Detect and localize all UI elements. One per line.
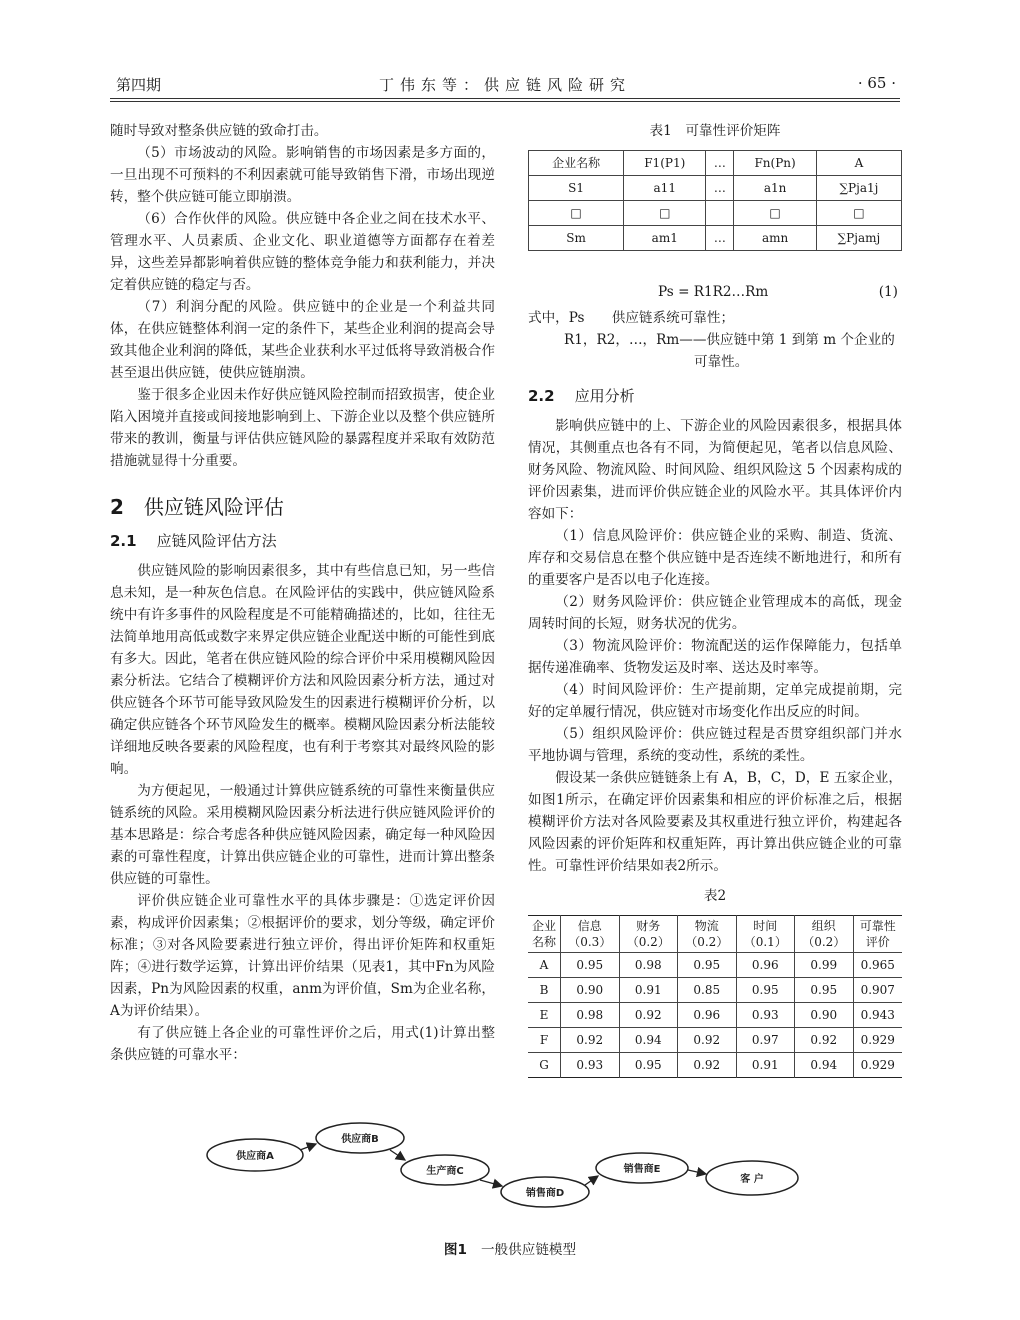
table-cell: B bbox=[528, 978, 561, 1003]
paragraph: 鉴于很多企业因未作好供应链风险控制而招致损害，使企业陷入困境并直接或间接地影响到上、下游企业以及整个供应链所带来的教训，衡量与评估供应链风险的暴露程度并采取有效防范措施就显得十分重要。 bbox=[110, 387, 495, 469]
table2-caption: 表2 bbox=[703, 888, 727, 904]
table-cell: 0.95 bbox=[678, 953, 737, 978]
table-cell: 0.929 bbox=[853, 1028, 902, 1053]
table-cell: 0.95 bbox=[619, 1053, 678, 1078]
table-cell: 0.93 bbox=[736, 1003, 795, 1028]
table-cell: a1n bbox=[734, 176, 817, 201]
table-cell: Sm bbox=[529, 226, 624, 251]
left-column bbox=[110, 120, 495, 1066]
table-cell: 0.92 bbox=[561, 1028, 620, 1053]
table-header-cell: 财务 （0.2） bbox=[619, 916, 678, 953]
table-cell: A bbox=[816, 151, 901, 176]
table-row bbox=[528, 1028, 902, 1053]
node-label: 客 户 bbox=[740, 1174, 764, 1185]
table-row bbox=[528, 1003, 902, 1028]
table-header-cell: 企业 名称 bbox=[528, 916, 561, 953]
table-cell: am1 bbox=[624, 226, 706, 251]
table-row bbox=[528, 1053, 902, 1078]
table-cell: 0.92 bbox=[678, 1053, 737, 1078]
node-label: 供应商A bbox=[236, 1151, 274, 1162]
paragraph: 假设某一条供应链链条上有 A，B，C，D，E 五家企业，如图1所示，在确定评价因素集和相应的评价标准之后，根据模糊评价方法对各风险要素及其权重进行独立评价，构建起各风险因素的评价矩阵和权重矩阵，再计算出供应链企业的可靠性。可靠性评价结果如表2所示。 bbox=[528, 770, 902, 874]
table-cell: 0.99 bbox=[795, 953, 854, 978]
table-header-row bbox=[529, 151, 902, 176]
arrow-d-e bbox=[585, 1176, 598, 1185]
table-cell: 0.92 bbox=[678, 1028, 737, 1053]
table-cell: 0.85 bbox=[678, 978, 737, 1003]
equation-where: R1，R2，…，Rm——供应链中第 1 到第 m 个企业的 bbox=[564, 332, 895, 348]
equation-expression: Ps = R1R2…Rm bbox=[658, 284, 769, 300]
right-column bbox=[528, 120, 902, 1078]
subsection-heading bbox=[110, 530, 495, 552]
table-cell: 企业名称 bbox=[529, 151, 624, 176]
table-cell: 0.943 bbox=[853, 1003, 902, 1028]
table-header-row bbox=[528, 916, 902, 953]
figure-caption bbox=[0, 1238, 1020, 1258]
header-rule bbox=[110, 101, 900, 102]
table-cell: … bbox=[706, 226, 734, 251]
table-cell: … bbox=[706, 151, 734, 176]
table-cell: 0.91 bbox=[736, 1053, 795, 1078]
paragraph: 评价供应链企业可靠性水平的具体步骤是：①选定评价因素，构成评价因素集；②根据评价的要求，划分等级，确定评价标准；③对各风险要素进行独立评价，得出评价矩阵和权重矩阵；④进行数学运算，计算出评价结果（见表1，其中Fn为风险因素，Pn为风险因素的权重，anm为评价值，Sm为企业名称，A为评价结果）。 bbox=[110, 893, 495, 1019]
table-cell: ∑Pja1j bbox=[816, 176, 901, 201]
table-cell: □ bbox=[529, 201, 624, 226]
table-cell: 0.94 bbox=[795, 1053, 854, 1078]
table-cell: 0.98 bbox=[561, 1003, 620, 1028]
running-header bbox=[110, 72, 900, 98]
table-cell: □ bbox=[734, 201, 817, 226]
subsection-heading bbox=[528, 385, 902, 407]
table-cell: amn bbox=[734, 226, 817, 251]
table-cell: 0.90 bbox=[795, 1003, 854, 1028]
arrow-c-d bbox=[480, 1180, 502, 1186]
table-cell: 0.95 bbox=[561, 953, 620, 978]
equation-number: (1) bbox=[878, 284, 898, 300]
table-header-cell: 可靠性 评价 bbox=[853, 916, 902, 953]
issue-label: 第四期 bbox=[116, 76, 162, 94]
paragraph: 影响供应链中的上、下游企业的风险因素很多，根据具体情况，其侧重点也各有不同，为简便起见，笔者以信息风险、财务风险、物流风险、时间风险、组织风险这 5 个因素构成的评价因素集，进而评价供应链企业的风险水平。其具体评价内容如下： bbox=[528, 418, 902, 522]
section-number: 2 bbox=[110, 495, 124, 519]
table-cell: □ bbox=[816, 201, 901, 226]
table-cell: 0.92 bbox=[795, 1028, 854, 1053]
table-cell: E bbox=[528, 1003, 561, 1028]
table-row bbox=[529, 226, 902, 251]
paragraph: （5）组织风险评价：供应链过程是否贯穿组织部门并水平地协调与管理，系统的变动性，系统的柔性。 bbox=[528, 726, 902, 764]
table-cell: … bbox=[706, 176, 734, 201]
supply-chain-diagram bbox=[200, 1120, 800, 1230]
table-cell: 0.98 bbox=[619, 953, 678, 978]
subsection-title: 应链风险评估方法 bbox=[156, 532, 277, 550]
table-cell: 0.95 bbox=[736, 978, 795, 1003]
arrow-a-b bbox=[300, 1144, 316, 1150]
table-row bbox=[528, 953, 902, 978]
table-cell: □ bbox=[624, 201, 706, 226]
paragraph: 供应链风险的影响因素很多，其中有些信息已知，另一些信息未知，是一种灰色信息。在风险评估的实践中，供应链风险系统中有许多事件的风险程度是不可能精确描述的，比如，往往无法简单地用高低或数字来界定供应链企业配送中断的可能性到底有多大。因此，笔者在供应链风险的综合评价中采用模糊风险因素分析法。它结合了模糊评价方法和风险因素分析方法，通过对供应链各个环节可能导致风险发生的因素进行模糊评价分析，以确定供应链各个环节风险发生的概率。模糊风险因素分析法能较详细地反映各要素的风险程度，也有利于考察其对最终风险的影响。 bbox=[110, 563, 495, 777]
header-rule bbox=[110, 98, 900, 99]
table-cell: 0.92 bbox=[619, 1003, 678, 1028]
paragraph: （3）物流风险评价：物流配送的运作保障能力，包括单据传递准确率、货物发运及时率、送达及时率等。 bbox=[528, 638, 902, 676]
table-row bbox=[528, 978, 902, 1003]
figure-number: 图1 bbox=[443, 1242, 467, 1258]
node-label: 供应商B bbox=[341, 1134, 379, 1145]
article-title: 丁伟东等：供应链风险研究 bbox=[378, 76, 631, 94]
table-cell: F bbox=[528, 1028, 561, 1053]
table-cell: 0.95 bbox=[795, 978, 854, 1003]
table-cell: A bbox=[528, 953, 561, 978]
paragraph: 有了供应链上各企业的可靠性评价之后，用式(1)计算出整条供应链的可靠水平： bbox=[110, 1025, 495, 1063]
equation-where: 式中，Ps 供应链系统可靠性； bbox=[528, 310, 735, 326]
table-row bbox=[529, 176, 902, 201]
paragraph: （5）市场波动的风险。影响销售的市场因素是多方面的，一旦出现不可预料的不利因素就可能导致销售下滑，市场出现逆转，整个供应链可能立即崩溃。 bbox=[110, 145, 495, 205]
node-label: 生产商C bbox=[426, 1166, 464, 1177]
table1-caption: 表1 可靠性评价矩阵 bbox=[649, 123, 781, 139]
table-cell: ∑Pjamj bbox=[816, 226, 901, 251]
table-header-cell: 时间 （0.1） bbox=[736, 916, 795, 953]
table-cell: F1(P1) bbox=[624, 151, 706, 176]
table1 bbox=[528, 150, 902, 251]
paragraph: （2）财务风险评价：供应链企业管理成本的高低，现金周转时间的长短，财务状况的优劣。 bbox=[528, 594, 902, 632]
table-header-cell: 组织 （0.2） bbox=[795, 916, 854, 953]
table-cell: 0.907 bbox=[853, 978, 902, 1003]
paragraph: （4）时间风险评价：生产提前期，定单完成提前期，完好的定单履行情况，供应链对市场变化作出反应的时间。 bbox=[528, 682, 902, 720]
node-label: 销售商E bbox=[623, 1164, 661, 1175]
table-cell: 0.96 bbox=[736, 953, 795, 978]
figure-title: 一般供应链模型 bbox=[480, 1242, 577, 1258]
paragraph: 为方便起见，一般通过计算供应链系统的可靠性来衡量供应链系统的风险。采用模糊风险因素分析法进行供应链风险评价的基本思路是：综合考虑各种供应链风险因素，确定每一种风险因素的可靠性程度，计算出供应链企业的可靠性，进而计算出整条供应链的可靠性。 bbox=[110, 783, 495, 887]
table-cell: 0.96 bbox=[678, 1003, 737, 1028]
table-cell: 0.91 bbox=[619, 978, 678, 1003]
table-cell: 0.94 bbox=[619, 1028, 678, 1053]
subsection-number: 2.2 bbox=[528, 387, 555, 405]
table-row bbox=[529, 201, 902, 226]
paragraph: （1）信息风险评价：供应链企业的采购、制造、货流、库存和交易信息在整个供应链中是否连续不断地进行，和所有的重要客户是否以电子化连接。 bbox=[528, 528, 902, 588]
arrow-e-customer bbox=[688, 1170, 706, 1174]
table-cell: S1 bbox=[529, 176, 624, 201]
table-cell: G bbox=[528, 1053, 561, 1078]
table-cell: 0.97 bbox=[736, 1028, 795, 1053]
table-cell: 0.90 bbox=[561, 978, 620, 1003]
node-label: 销售商D bbox=[525, 1188, 565, 1199]
section-title: 供应链风险评估 bbox=[143, 495, 284, 519]
table-header-cell: 信息 （0.3） bbox=[561, 916, 620, 953]
page-number: · 65 · bbox=[857, 74, 896, 92]
paragraph: 随时导致对整条供应链的致命打击。 bbox=[110, 123, 328, 139]
table-cell: 0.93 bbox=[561, 1053, 620, 1078]
subsection-title: 应用分析 bbox=[574, 387, 635, 405]
table-cell: Fn(Pn) bbox=[734, 151, 817, 176]
table-cell: 0.929 bbox=[853, 1053, 902, 1078]
table-header-cell: 物流 （0.2） bbox=[678, 916, 737, 953]
paragraph: （6）合作伙伴的风险。供应链中各企业之间在技术水平、管理水平、人员素质、企业文化、职业道德等方面都存在着差异，这些差异都影响着供应链的整体竞争能力和获利能力，并决定着供应链的稳定与否。 bbox=[110, 211, 495, 293]
table-cell: 0.965 bbox=[853, 953, 902, 978]
equation-where: 可靠性。 bbox=[694, 354, 749, 370]
arrow-b-c bbox=[390, 1150, 405, 1160]
table2 bbox=[528, 915, 902, 1078]
table-cell: a11 bbox=[624, 176, 706, 201]
subsection-number: 2.1 bbox=[110, 532, 137, 550]
paragraph: （7）利润分配的风险。供应链中的企业是一个利益共同体，在供应链整体利润一定的条件下，某些企业利润的提高会导致其他企业利润的降低，某些企业获利水平过低将导致消极合作甚至退出供应链，使供应链崩溃。 bbox=[110, 299, 495, 381]
equation-1 bbox=[528, 281, 902, 307]
section-heading bbox=[110, 496, 495, 518]
table-cell bbox=[706, 201, 734, 226]
